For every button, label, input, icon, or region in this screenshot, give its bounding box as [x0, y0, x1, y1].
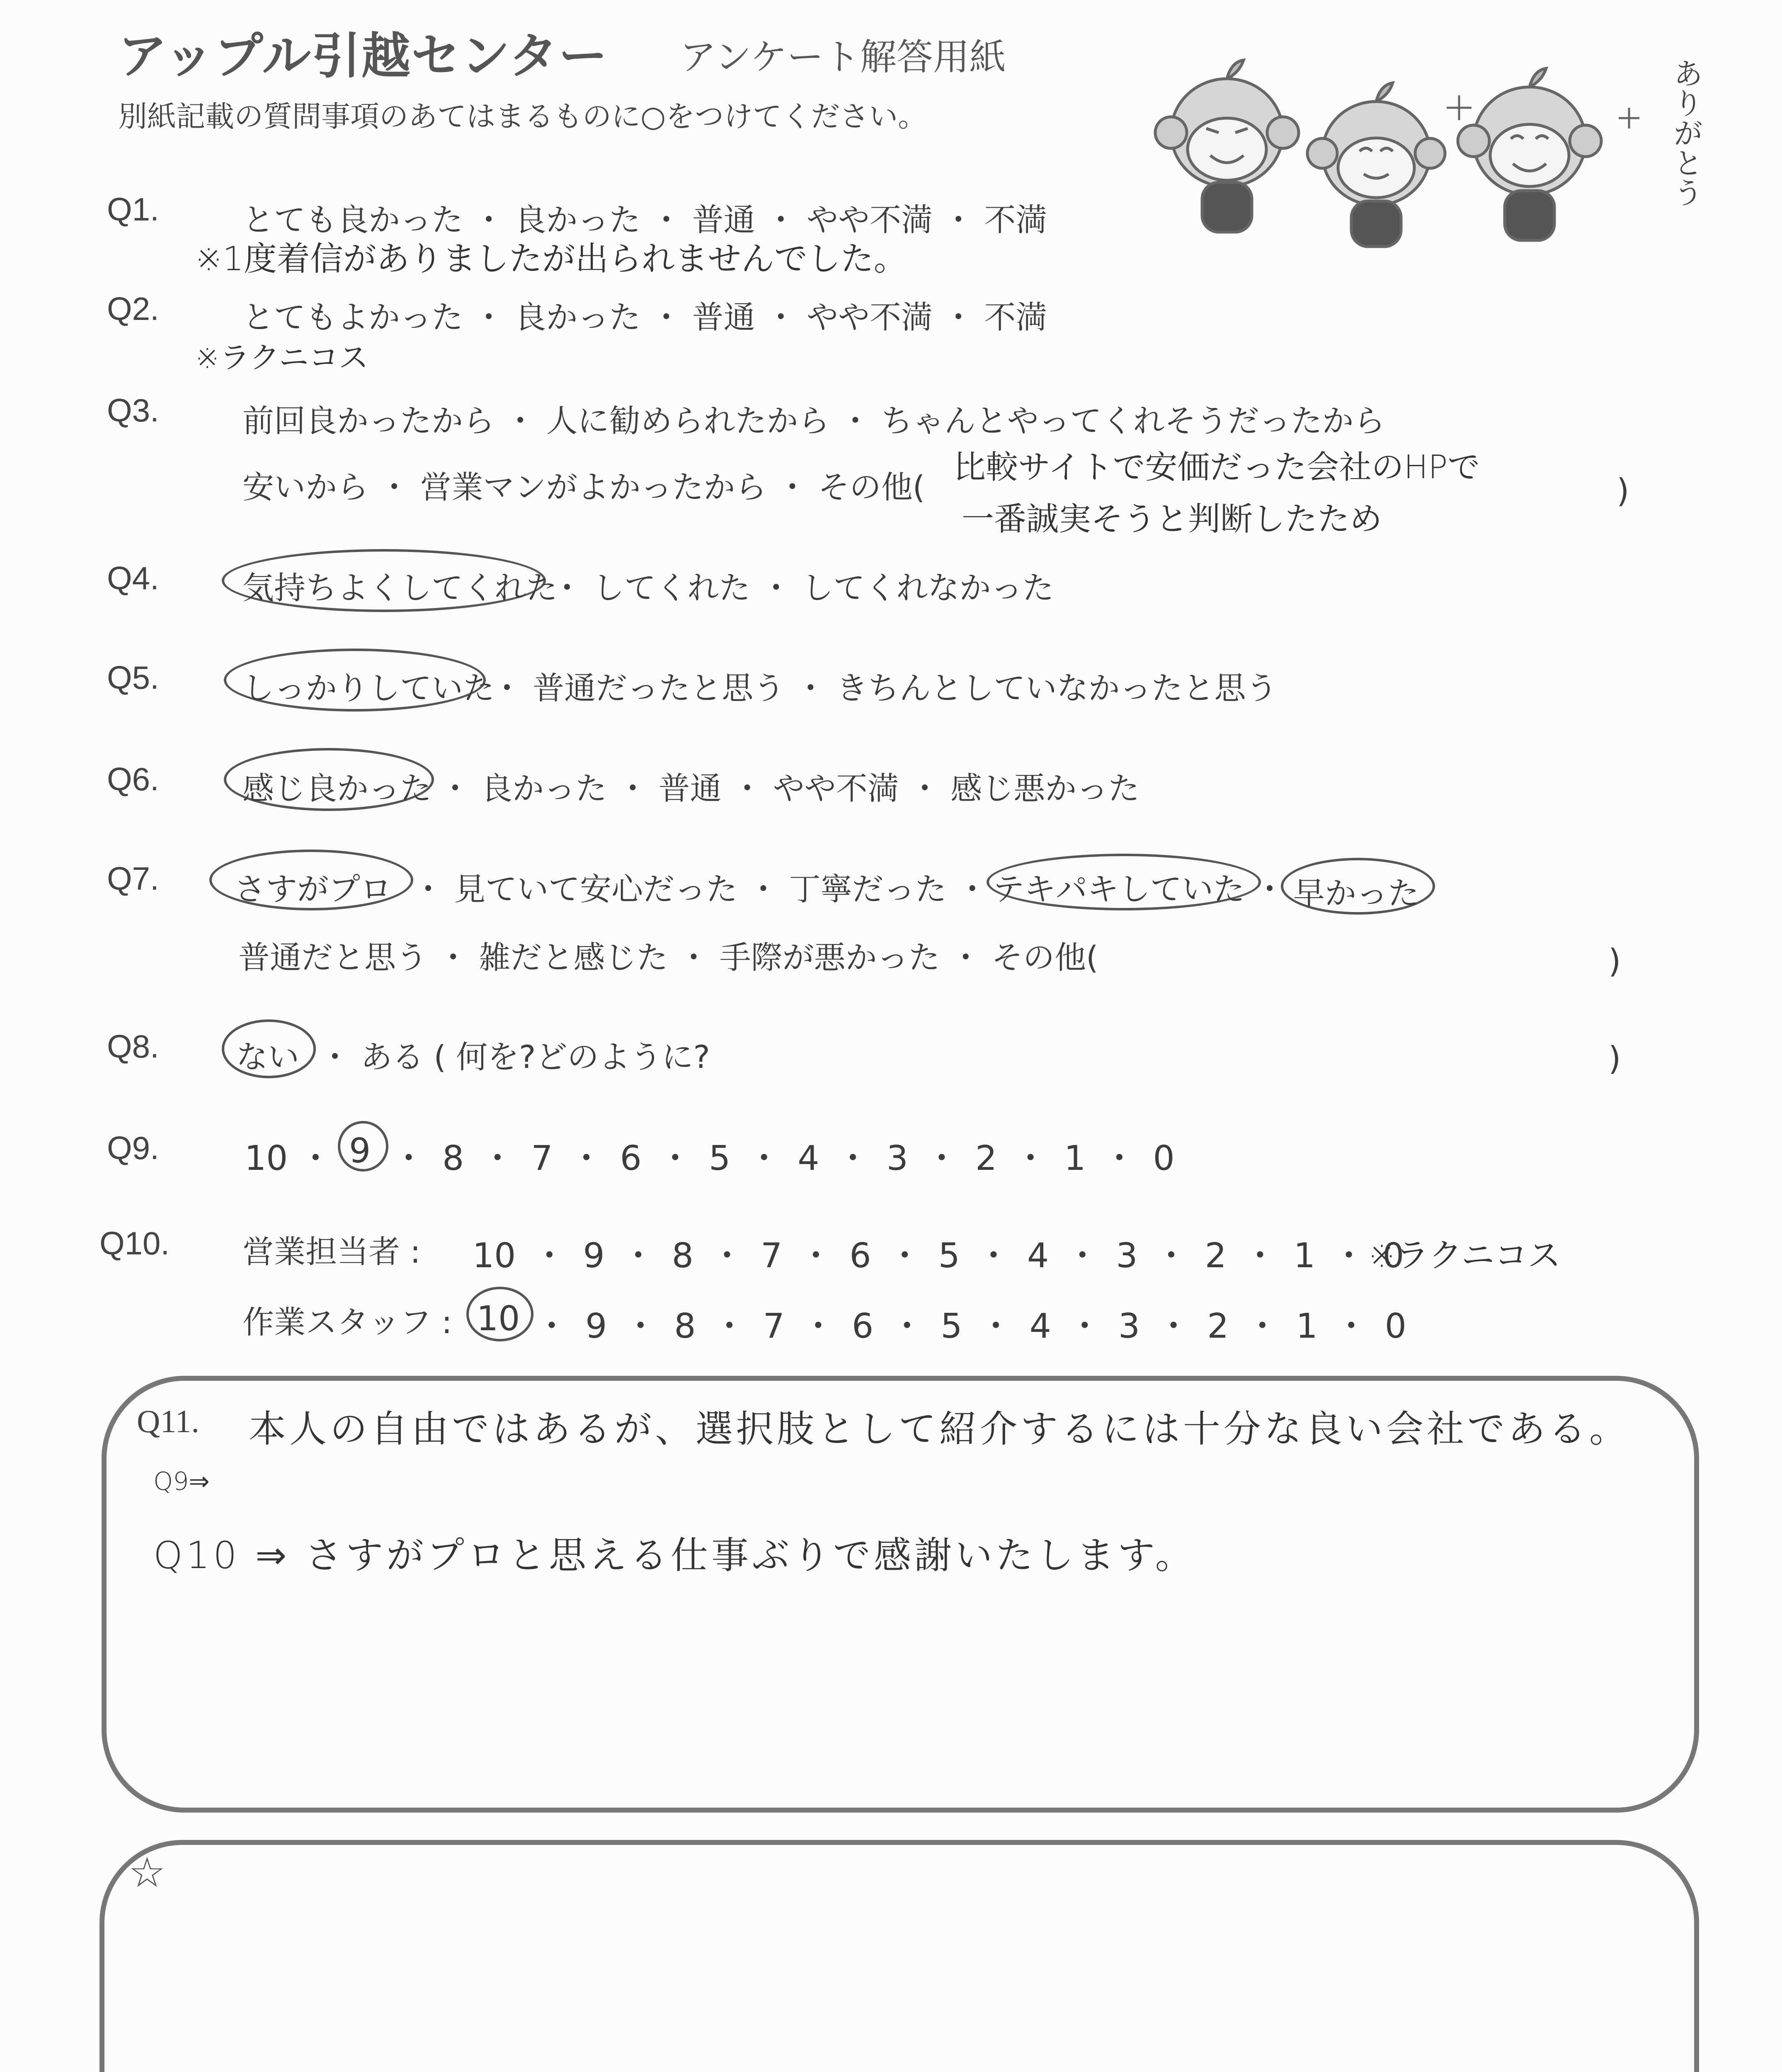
q7-line2: 普通だと思う ・ 雑だと感じた ・ 手際が悪かった ・ その他(	[238, 939, 1098, 976]
q9-score-selected: 9	[349, 1131, 371, 1171]
q3-line2: 安いから ・ 営業マンがよかったから ・ その他(	[242, 469, 925, 506]
q1-handwritten-note: ※1度着信がありましたが出られませんでした。	[195, 240, 907, 278]
q5-options-rest: ・ 普通だったと思う ・ きちんとしていなかったと思う	[491, 670, 1278, 707]
q8-close-paren: )	[1608, 1040, 1621, 1077]
q6-option-selected: 感じ良かった	[242, 770, 432, 807]
company-title: アップル引越センター	[118, 27, 609, 85]
q3-other-handwritten-2: 一番誠実そうと判断したため	[962, 501, 1382, 538]
q10-sales-handwritten-note: ※ラクニコス	[1368, 1236, 1561, 1275]
instruction-text: 別紙記載の質問事項のあてはまるものに○をつけてください。	[118, 99, 927, 133]
q3-line1: 前回良かったから ・ 人に勧められたから ・ ちゃんとやってくれそうだったから	[242, 402, 1385, 439]
q7-option-selected-1: さすがプロ	[234, 871, 392, 908]
q10-label: Q10.	[99, 1225, 170, 1261]
q2-label: Q2.	[107, 290, 159, 327]
q5-label: Q5.	[107, 659, 159, 696]
mascot-thanks-text: ありがとう	[1668, 58, 1703, 207]
q4-option-selected: 気持ちよくしてくれた	[242, 569, 558, 606]
star-icon: ☆	[128, 1848, 166, 1897]
q11-comment-line2: Q10 ⇒ さすがプロと思える仕事ぶりで感謝いたします。	[153, 1534, 1196, 1577]
q8-options-rest: ・ ある ( 何を?どのように?	[319, 1038, 710, 1075]
q10-staff-score-selected: 10	[477, 1299, 520, 1339]
q7-label: Q7.	[107, 860, 159, 897]
q10-sales-label: 営業担当者 :	[242, 1233, 421, 1270]
q1-label: Q1.	[107, 191, 159, 228]
q8-option-selected: ない	[236, 1038, 299, 1075]
q9-scale-pre: 10 ・	[245, 1139, 333, 1178]
q7-options-mid: ・ 見ていて安心だった ・ 丁寧だった ・	[412, 871, 988, 908]
q7-separator: ・	[1254, 871, 1285, 908]
q7-option-selected-3: 早かった	[1293, 875, 1419, 912]
q2-options: とてもよかった ・ 良かった ・ 普通 ・ やや不満 ・ 不満	[242, 299, 1047, 336]
mascot-left	[1155, 60, 1299, 232]
q4-options-rest: ・ してくれた ・ してくれなかった	[551, 569, 1054, 606]
form-title: アンケート解答用紙	[680, 36, 1006, 78]
q7-option-selected-2: テキパキしていた	[993, 871, 1245, 908]
q2-handwritten-note: ※ラクニコス	[195, 340, 369, 375]
q8-label: Q8.	[107, 1028, 159, 1065]
q10-staff-label: 作業スタッフ :	[242, 1304, 452, 1341]
q11-q9-reference: Q9⇒	[153, 1467, 210, 1496]
q7-close-paren: )	[1608, 943, 1621, 980]
q1-options: とても良かった ・ 良かった ・ 普通 ・ やや不満 ・ 不満	[242, 201, 1047, 238]
q5-option-selected: しっかりしていた	[242, 670, 495, 707]
q10-staff-scale: ・ 9 ・ 8 ・ 7 ・ 6 ・ 5 ・ 4 ・ 3 ・ 2 ・ 1 ・ 0	[535, 1307, 1406, 1346]
star-comment-box	[99, 1840, 1699, 2072]
q4-label: Q4.	[107, 560, 159, 596]
q11-label: Q11.	[137, 1403, 199, 1439]
q6-options-rest: ・ 良かった ・ 普通 ・ やや不満 ・ 感じ悪かった	[439, 770, 1140, 807]
q10-sales-scale: 10 ・ 9 ・ 8 ・ 7 ・ 6 ・ 5 ・ 4 ・ 3 ・ 2 ・ 1 ・ 0	[473, 1236, 1404, 1276]
q9-label: Q9.	[107, 1130, 159, 1166]
monkey-mascots-illustration	[1144, 46, 1683, 261]
q3-label: Q3.	[107, 392, 159, 428]
mascot-middle	[1307, 83, 1445, 247]
mascot-right	[1458, 68, 1601, 240]
q3-close-paren: )	[1617, 472, 1629, 510]
q6-label: Q6.	[107, 761, 159, 797]
q9-scale-post: ・ 8 ・ 7 ・ 6 ・ 5 ・ 4 ・ 3 ・ 2 ・ 1 ・ 0	[392, 1139, 1175, 1178]
q3-other-handwritten-1: 比較サイトで安価だった会社のHPで	[953, 449, 1480, 486]
q11-comment-line1: 本人の自由ではあるが、選択肢として紹介するには十分な良い会社である。	[249, 1407, 1630, 1451]
